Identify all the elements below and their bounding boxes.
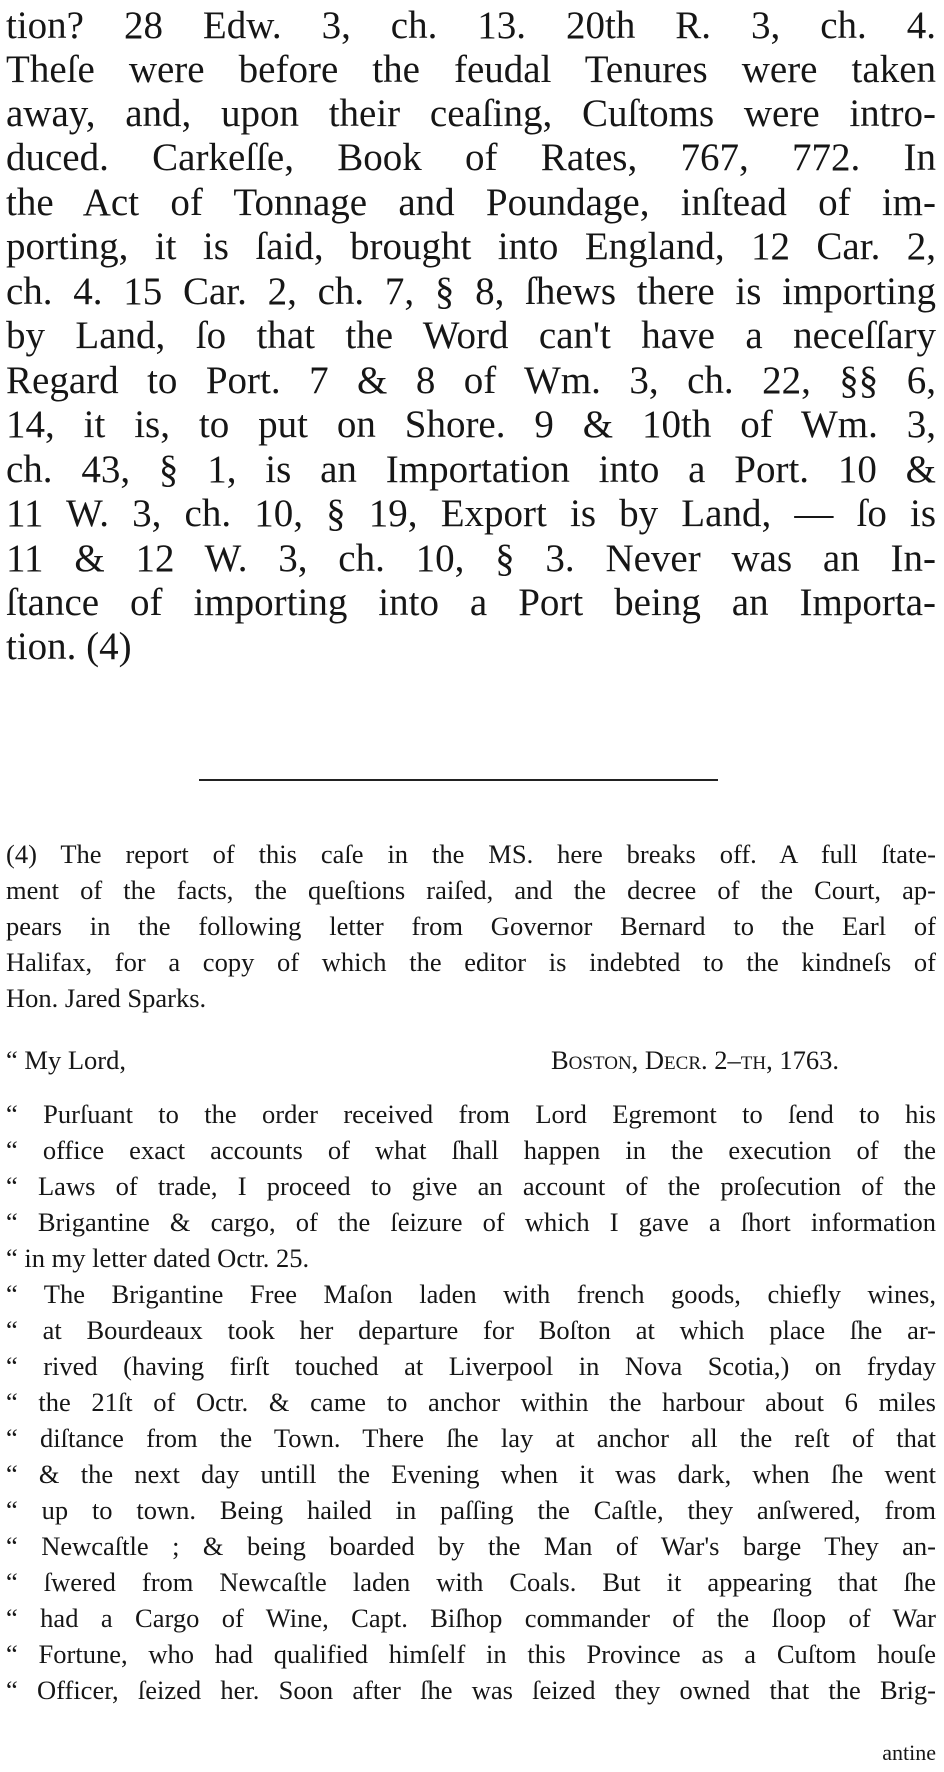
main-text-line: 11 & 12 W. 3, ch. 10, § 3. Never was an In- [6, 537, 936, 580]
letter-line: “ Officer, ſeized her. Soon after ſhe was ſeized they owned that the Brig- [6, 1675, 936, 1705]
main-text-line: Regard to Port. 7 & 8 of Wm. 3, ch. 22, §§ 6, [6, 359, 936, 402]
main-text-line: ſtance of importing into a Port being an Importa- [6, 581, 936, 624]
letter-line: “ diſtance from the Town. There ſhe lay at anchor all the reſt of that [6, 1423, 936, 1453]
footnote-line: Halifax, for a copy of which the editor is indebted to the kindneſs of [6, 947, 936, 977]
main-text-line: 11 W. 3, ch. 10, § 19, Export is by Land, — ſo is [6, 492, 936, 535]
main-text-line: ch. 4. 15 Car. 2, ch. 7, § 8, ſhews there is importing [6, 270, 936, 313]
letter-line: “ Laws of trade, I proceed to give an account of the proſecution of the [6, 1171, 936, 1201]
letter-line: “ the 21ſt of Octr. & came to anchor within the harbour about 6 miles [6, 1387, 936, 1417]
main-text-line: tion. (4) [6, 625, 132, 668]
main-text-line: 14, it is, to put on Shore. 9 & 10th of Wm. 3, [6, 403, 936, 446]
letter-line: “ rived (having firſt touched at Liverpool in Nova Scotia,) on fryday [6, 1351, 936, 1381]
letter-line: “ Fortune, who had qualified himſelf in this Province as a Cuſtom houſe [6, 1639, 936, 1669]
main-text-line: by Land, ſo that the Word can't have a neceſſary [6, 314, 936, 357]
letter-salutation-line [6, 1044, 936, 1076]
letter-line: “ up to town. Being hailed in paſſing the Caſtle, they anſwered, from [6, 1495, 936, 1525]
letter-dateline: Boston, Decr. 2–th, 1763. [551, 1045, 839, 1075]
letter-line: “ & the next day untill the Evening when it was dark, when ſhe went [6, 1459, 936, 1489]
main-text-line: porting, it is ſaid, brought into England, 12 Car. 2, [6, 225, 936, 268]
letter-line: “ Purſuant to the order received from Lord Egremont to ſend to his [6, 1099, 936, 1129]
letter-salutation: “ My Lord, [6, 1045, 126, 1075]
letter-line: “ ſwered from Newcaſtle laden with Coals. But it appearing that ſhe [6, 1567, 936, 1597]
letter-line: “ at Bourdeaux took her departure for Boſton at which place ſhe ar- [6, 1315, 936, 1345]
letter-line: “ in my letter dated Octr. 25. [6, 1243, 310, 1273]
main-text-line: away, and, upon their ceaſing, Cuſtoms were intro- [6, 92, 936, 135]
letter-line: “ had a Cargo of Wine, Capt. Biſhop commander of the ſloop of War [6, 1603, 936, 1633]
footnote-separator-rule [199, 779, 718, 781]
footnote-line: (4) The report of this caſe in the MS. here breaks off. A full ſtate- [6, 839, 936, 869]
main-text-line: duced. Carkeſſe, Book of Rates, 767, 772. In [6, 136, 936, 179]
letter-line: “ Brigantine & cargo, of the ſeizure of which I gave a ſhort information [6, 1207, 936, 1237]
main-text-line: ch. 43, § 1, is an Importation into a Port. 10 & [6, 448, 936, 491]
main-text-line: Theſe were before the feudal Tenures were taken [6, 48, 936, 91]
footnote-line: pears in the following letter from Governor Bernard to the Earl of [6, 911, 936, 941]
footnote-line: ment of the facts, the queſtions raiſed, and the decree of the Court, ap- [6, 875, 936, 905]
letter-line: “ Newcaſtle ; & being boarded by the Man of War's barge They an- [6, 1531, 936, 1561]
letter-line: “ The Brigantine Free Maſon laden with french goods, chiefly wines, [6, 1279, 936, 1309]
main-text-line: the Act of Tonnage and Poundage, inſtead of im- [6, 181, 936, 224]
letter-line: “ office exact accounts of what ſhall happen in the execution of the [6, 1135, 936, 1165]
catchword: antine [882, 1740, 936, 1765]
footnote-line: Hon. Jared Sparks. [6, 983, 207, 1013]
main-text-line: tion? 28 Edw. 3, ch. 13. 20th R. 3, ch. 4. [6, 4, 936, 47]
